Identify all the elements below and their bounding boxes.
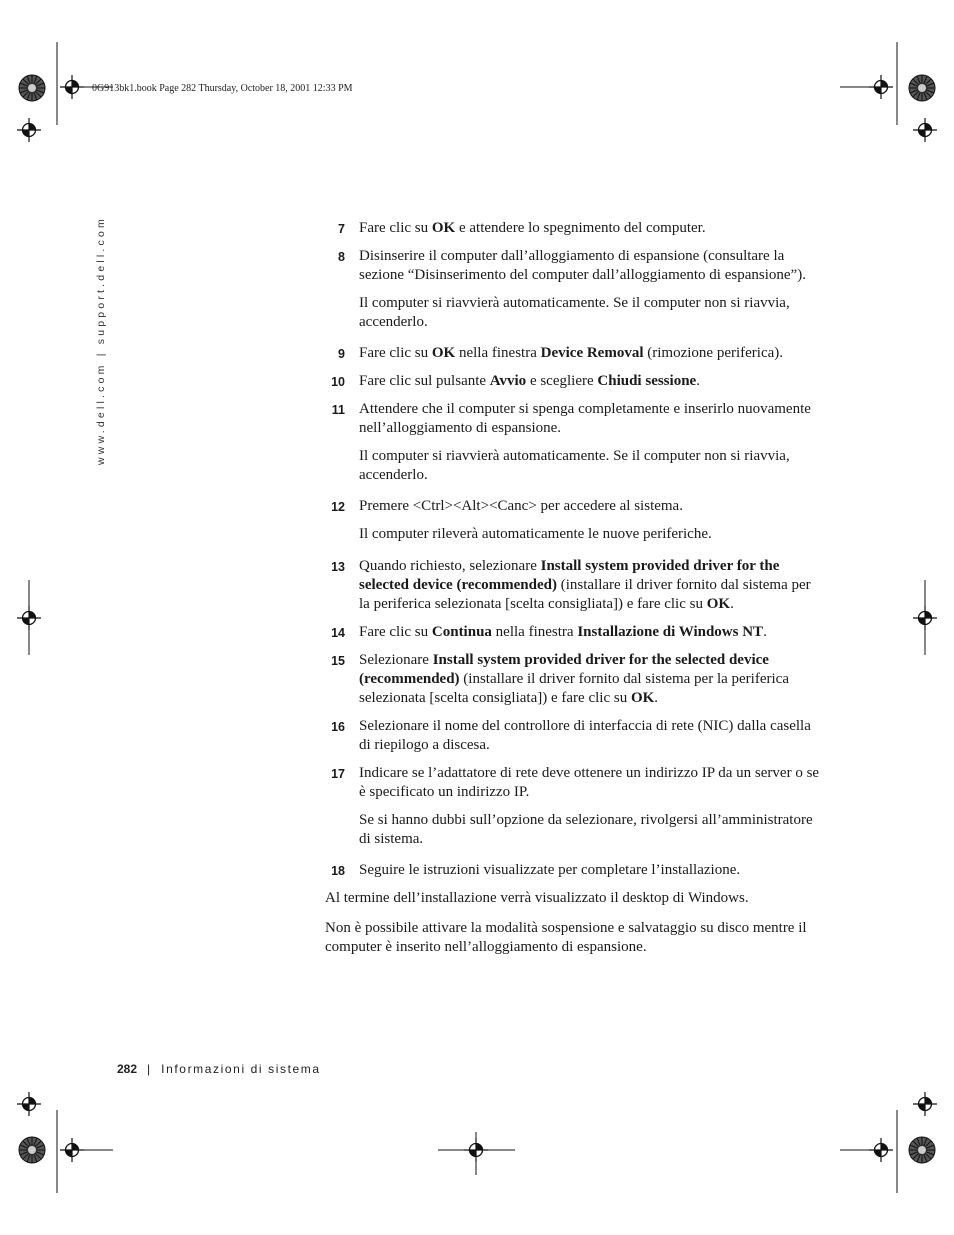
body-paragraph: Al termine dell’installazione verrà visualizzato il desktop di Windows. — [325, 890, 749, 906]
step-number: 18 — [331, 864, 345, 878]
step-text: Fare clic su Continua nella finestra Installazione di Windows NT. — [359, 624, 767, 640]
step-text: Fare clic su OK nella finestra Device Removal (rimozione periferica). — [359, 345, 784, 361]
star-target-icon — [909, 75, 935, 101]
registration-target-icon — [17, 1092, 41, 1116]
body-paragraph: Non è possibile attivare la modalità sospensione e salvataggio su disco mentre il computer è inserito nell’alloggiamento di espansione. — [325, 920, 807, 955]
step-text: Premere <Ctrl><Alt><Canc> per accedere al sistema. — [359, 498, 683, 514]
star-target-icon — [19, 1137, 45, 1163]
step-number: 7 — [338, 222, 345, 236]
registration-target-icon — [869, 1138, 893, 1162]
section-title: Informazioni di sistema — [161, 1062, 321, 1076]
step-text: Attendere che il computer si spenga completamente e inserirlo nuovamente nell’alloggiamento di espansione. — [359, 401, 811, 436]
registration-target-icon — [913, 1092, 937, 1116]
star-target-icon — [19, 75, 45, 101]
step-number: 11 — [331, 403, 345, 417]
list-item — [325, 219, 820, 238]
step-number: 10 — [331, 375, 345, 389]
footer-separator: | — [147, 1062, 151, 1076]
step-number: 9 — [338, 347, 345, 361]
page-footer — [117, 1062, 321, 1076]
step-text: Fare clic su OK e attendere lo spegnimento del computer. — [359, 220, 706, 236]
step-text: Quando richiesto, selezionare Install system provided driver for the selected device (recommended) (installare il driver fornito dal sistema per la periferica selezionata [scelta consigliata]) e fare clic su OK. — [359, 558, 811, 612]
list-item — [325, 717, 820, 755]
list-item — [325, 557, 820, 614]
step-text: Indicare se l’adattatore di rete deve ottenere un indirizzo IP da un server o se è specificato un indirizzo IP. — [359, 765, 820, 800]
list-item — [325, 247, 820, 332]
list-item — [325, 400, 820, 485]
step-note: Il computer si riavvierà automaticamente. Se il computer non si riavvia, accenderlo. — [359, 295, 790, 330]
step-note: Il computer si riavvierà automaticamente. Se il computer non si riavvia, accenderlo. — [359, 448, 790, 483]
list-item — [325, 651, 820, 708]
step-number: 14 — [331, 626, 345, 640]
list-item — [325, 764, 820, 849]
main-content — [325, 219, 820, 957]
step-number: 8 — [338, 250, 345, 264]
step-text: Seguire le istruzioni visualizzate per completare l’installazione. — [359, 862, 741, 878]
registration-target-icon — [60, 1138, 84, 1162]
star-target-icon — [909, 1137, 935, 1163]
step-text: Fare clic sul pulsante Avvio e scegliere Chiudi sessione. — [359, 373, 700, 389]
registration-target-icon — [464, 1138, 488, 1162]
registration-target-icon — [913, 118, 937, 142]
step-number: 12 — [331, 500, 345, 514]
registration-target-icon — [17, 118, 41, 142]
sidebar-url: www.dell.com | support.dell.com — [95, 216, 107, 465]
list-item — [325, 497, 820, 544]
registration-target-icon — [913, 606, 937, 630]
step-note: Se si hanno dubbi sull’opzione da selezionare, rivolgersi all’amministratore di sistema. — [359, 812, 813, 847]
step-text: Disinserire il computer dall’alloggiamento di espansione (consultare la sezione “Disinserimento del computer dall’alloggiamento di espansione”). — [359, 248, 806, 283]
closing-paragraphs — [325, 889, 820, 957]
step-text: Selezionare Install system provided driver for the selected device (recommended) (installare il driver fornito dal sistema per la periferica selezionata [scelta consigliata]) e fare clic su OK. — [359, 652, 789, 706]
list-item — [325, 372, 820, 391]
step-note: Il computer rileverà automaticamente le nuove periferiche. — [359, 526, 712, 542]
list-item — [325, 344, 820, 363]
registration-target-icon — [17, 606, 41, 630]
instruction-steps — [325, 219, 820, 880]
list-item — [325, 623, 820, 642]
print-job-info: 0G913bk1.book Page 282 Thursday, October 18, 2001 12:33 PM — [92, 83, 353, 94]
step-number: 15 — [331, 654, 345, 668]
step-number: 13 — [331, 560, 345, 574]
registration-target-icon — [60, 75, 84, 99]
page-number: 282 — [117, 1062, 138, 1076]
registration-target-icon — [869, 75, 893, 99]
list-item — [325, 861, 820, 880]
step-number: 16 — [331, 720, 345, 734]
step-text: Selezionare il nome del controllore di interfaccia di rete (NIC) dalla casella di riepilogo a discesa. — [359, 718, 811, 753]
step-number: 17 — [331, 767, 345, 781]
